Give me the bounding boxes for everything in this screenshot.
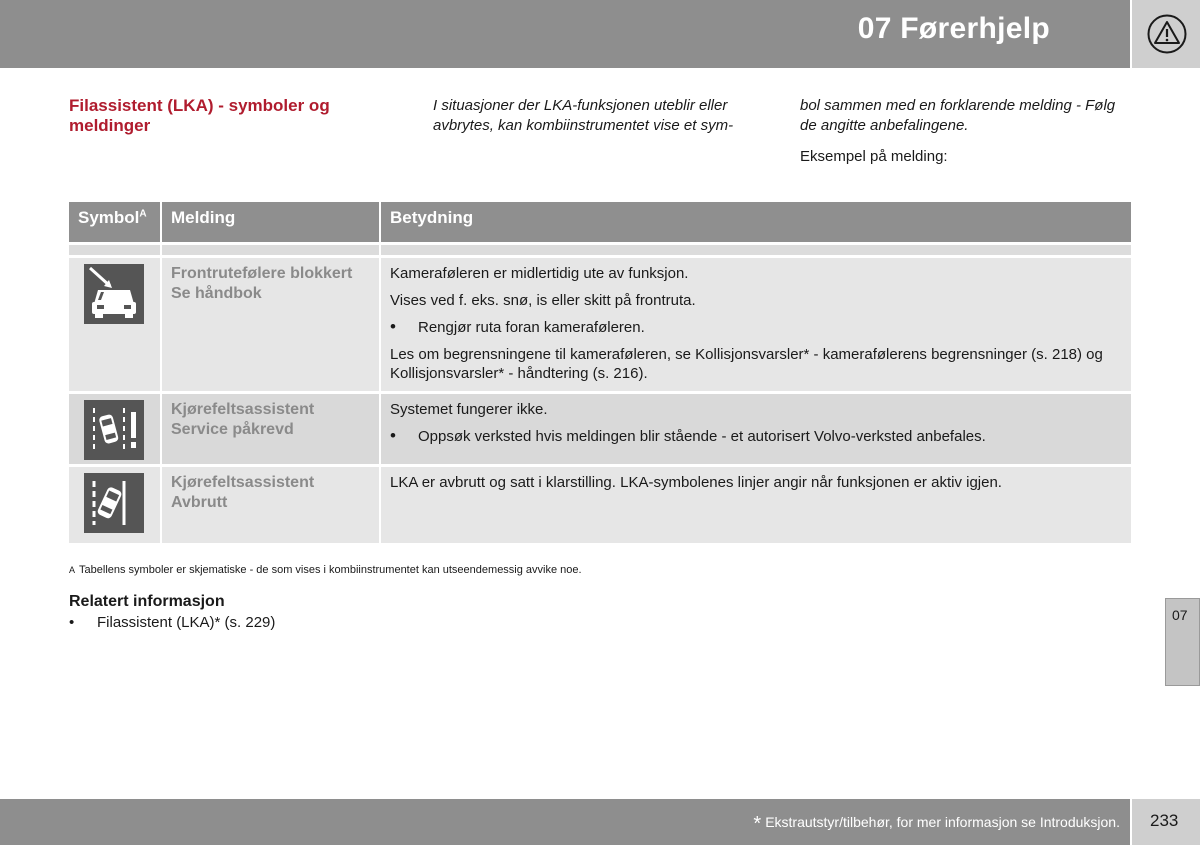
chapter-title: 07 Førerhjelp	[857, 12, 1050, 45]
intro-text-col3: bol sammen med en forklarende melding - Følg de angitte anbefalingene.	[800, 97, 1116, 134]
page-number: 233	[1150, 811, 1179, 830]
meaning-cell	[380, 465, 1131, 543]
table-row	[69, 392, 1131, 465]
related-info-title: Relatert informasjon	[69, 593, 225, 610]
meaning-text: LKA er avbrutt og satt i klarstilling. LKA-symbolenes linjer angir når funksjonen er aktiv igjen.	[390, 473, 1002, 491]
table-row	[69, 465, 1131, 543]
meaning-text: Les om begrensningene til kameraføleren, se Kollisjonsvarsler* - kamerafølerens begrensninger (s. 218) og Kollisjonsvarsler* - håndtering (s. 216).	[390, 345, 1103, 382]
section-title: Filassistent (LKA) - symboler og meldinger	[69, 96, 330, 135]
footnote-text: Tabellens symboler er skjematiske - de som vises i kombiinstrumentet kan utseendemessig avvike noe.	[79, 564, 582, 576]
header-message: Melding	[161, 202, 380, 243]
spacer-row	[69, 243, 1131, 256]
chapter-icon-box	[1132, 0, 1200, 68]
footer-note	[753, 813, 1120, 836]
chapter-side-tab[interactable]	[1165, 598, 1200, 686]
meaning-bullet: • Rengjør ruta foran kameraføleren.	[390, 318, 1122, 337]
table-header-row	[69, 202, 1131, 243]
message-cell	[161, 256, 380, 392]
message-cell	[161, 465, 380, 543]
chapter-side-tab-label: 07	[1172, 607, 1188, 623]
meaning-cell	[380, 392, 1131, 465]
table-row	[69, 256, 1131, 392]
page-header	[0, 0, 1130, 68]
page-footer	[0, 799, 1130, 845]
message-text: Kjørefeltsassistent Avbrutt	[171, 473, 315, 511]
message-text: Frontrutefølere blokkert Se håndbok	[171, 264, 353, 302]
bullet-icon: •	[69, 614, 75, 631]
intro-text-col2: I situasjoner der LKA-funksjonen uteblir eller avbrytes, kan kombiinstrumentet vise et sym-	[433, 97, 734, 134]
message-text: Kjørefeltsassistent Service påkrevd	[171, 400, 315, 438]
warning-triangle-icon	[1147, 14, 1187, 54]
message-cell	[161, 392, 380, 465]
meaning-cell	[380, 256, 1131, 392]
asterisk-icon: *	[753, 813, 762, 835]
header-symbol: Symbol$^A$	[69, 202, 161, 243]
lane-keeping-service-icon	[84, 400, 144, 460]
message-table	[69, 202, 1131, 543]
example-label: Eksempel på melding:	[800, 148, 948, 165]
header-meaning: Betydning	[380, 202, 1131, 243]
symbol-cell	[69, 465, 161, 543]
table-footnote	[69, 564, 582, 576]
related-link-label: Filassistent (LKA)* (s. 229)	[97, 614, 276, 631]
windscreen-sensor-blocked-icon	[84, 264, 144, 324]
meaning-text: Vises ved f. eks. snø, is eller skitt på frontruta.	[390, 291, 696, 309]
page-number-box	[1132, 799, 1200, 845]
footnote-marker: A	[139, 208, 147, 220]
meaning-bullet: • Oppsøk verksted hvis meldingen blir stående - et autorisert Volvo-verksted anbefales.	[390, 427, 1122, 446]
symbol-cell	[69, 256, 161, 392]
symbol-cell	[69, 392, 161, 465]
meaning-text: Kameraføleren er midlertidig ute av funksjon.	[390, 264, 689, 282]
related-link[interactable]	[69, 614, 275, 631]
footer-note-text: Ekstrautstyr/tilbehør, for mer informasjon se Introduksjon.	[765, 814, 1120, 830]
footnote-marker: A	[69, 565, 76, 575]
meaning-text: Systemet fungerer ikke.	[390, 400, 548, 418]
lane-keeping-cancelled-icon	[86, 475, 142, 531]
